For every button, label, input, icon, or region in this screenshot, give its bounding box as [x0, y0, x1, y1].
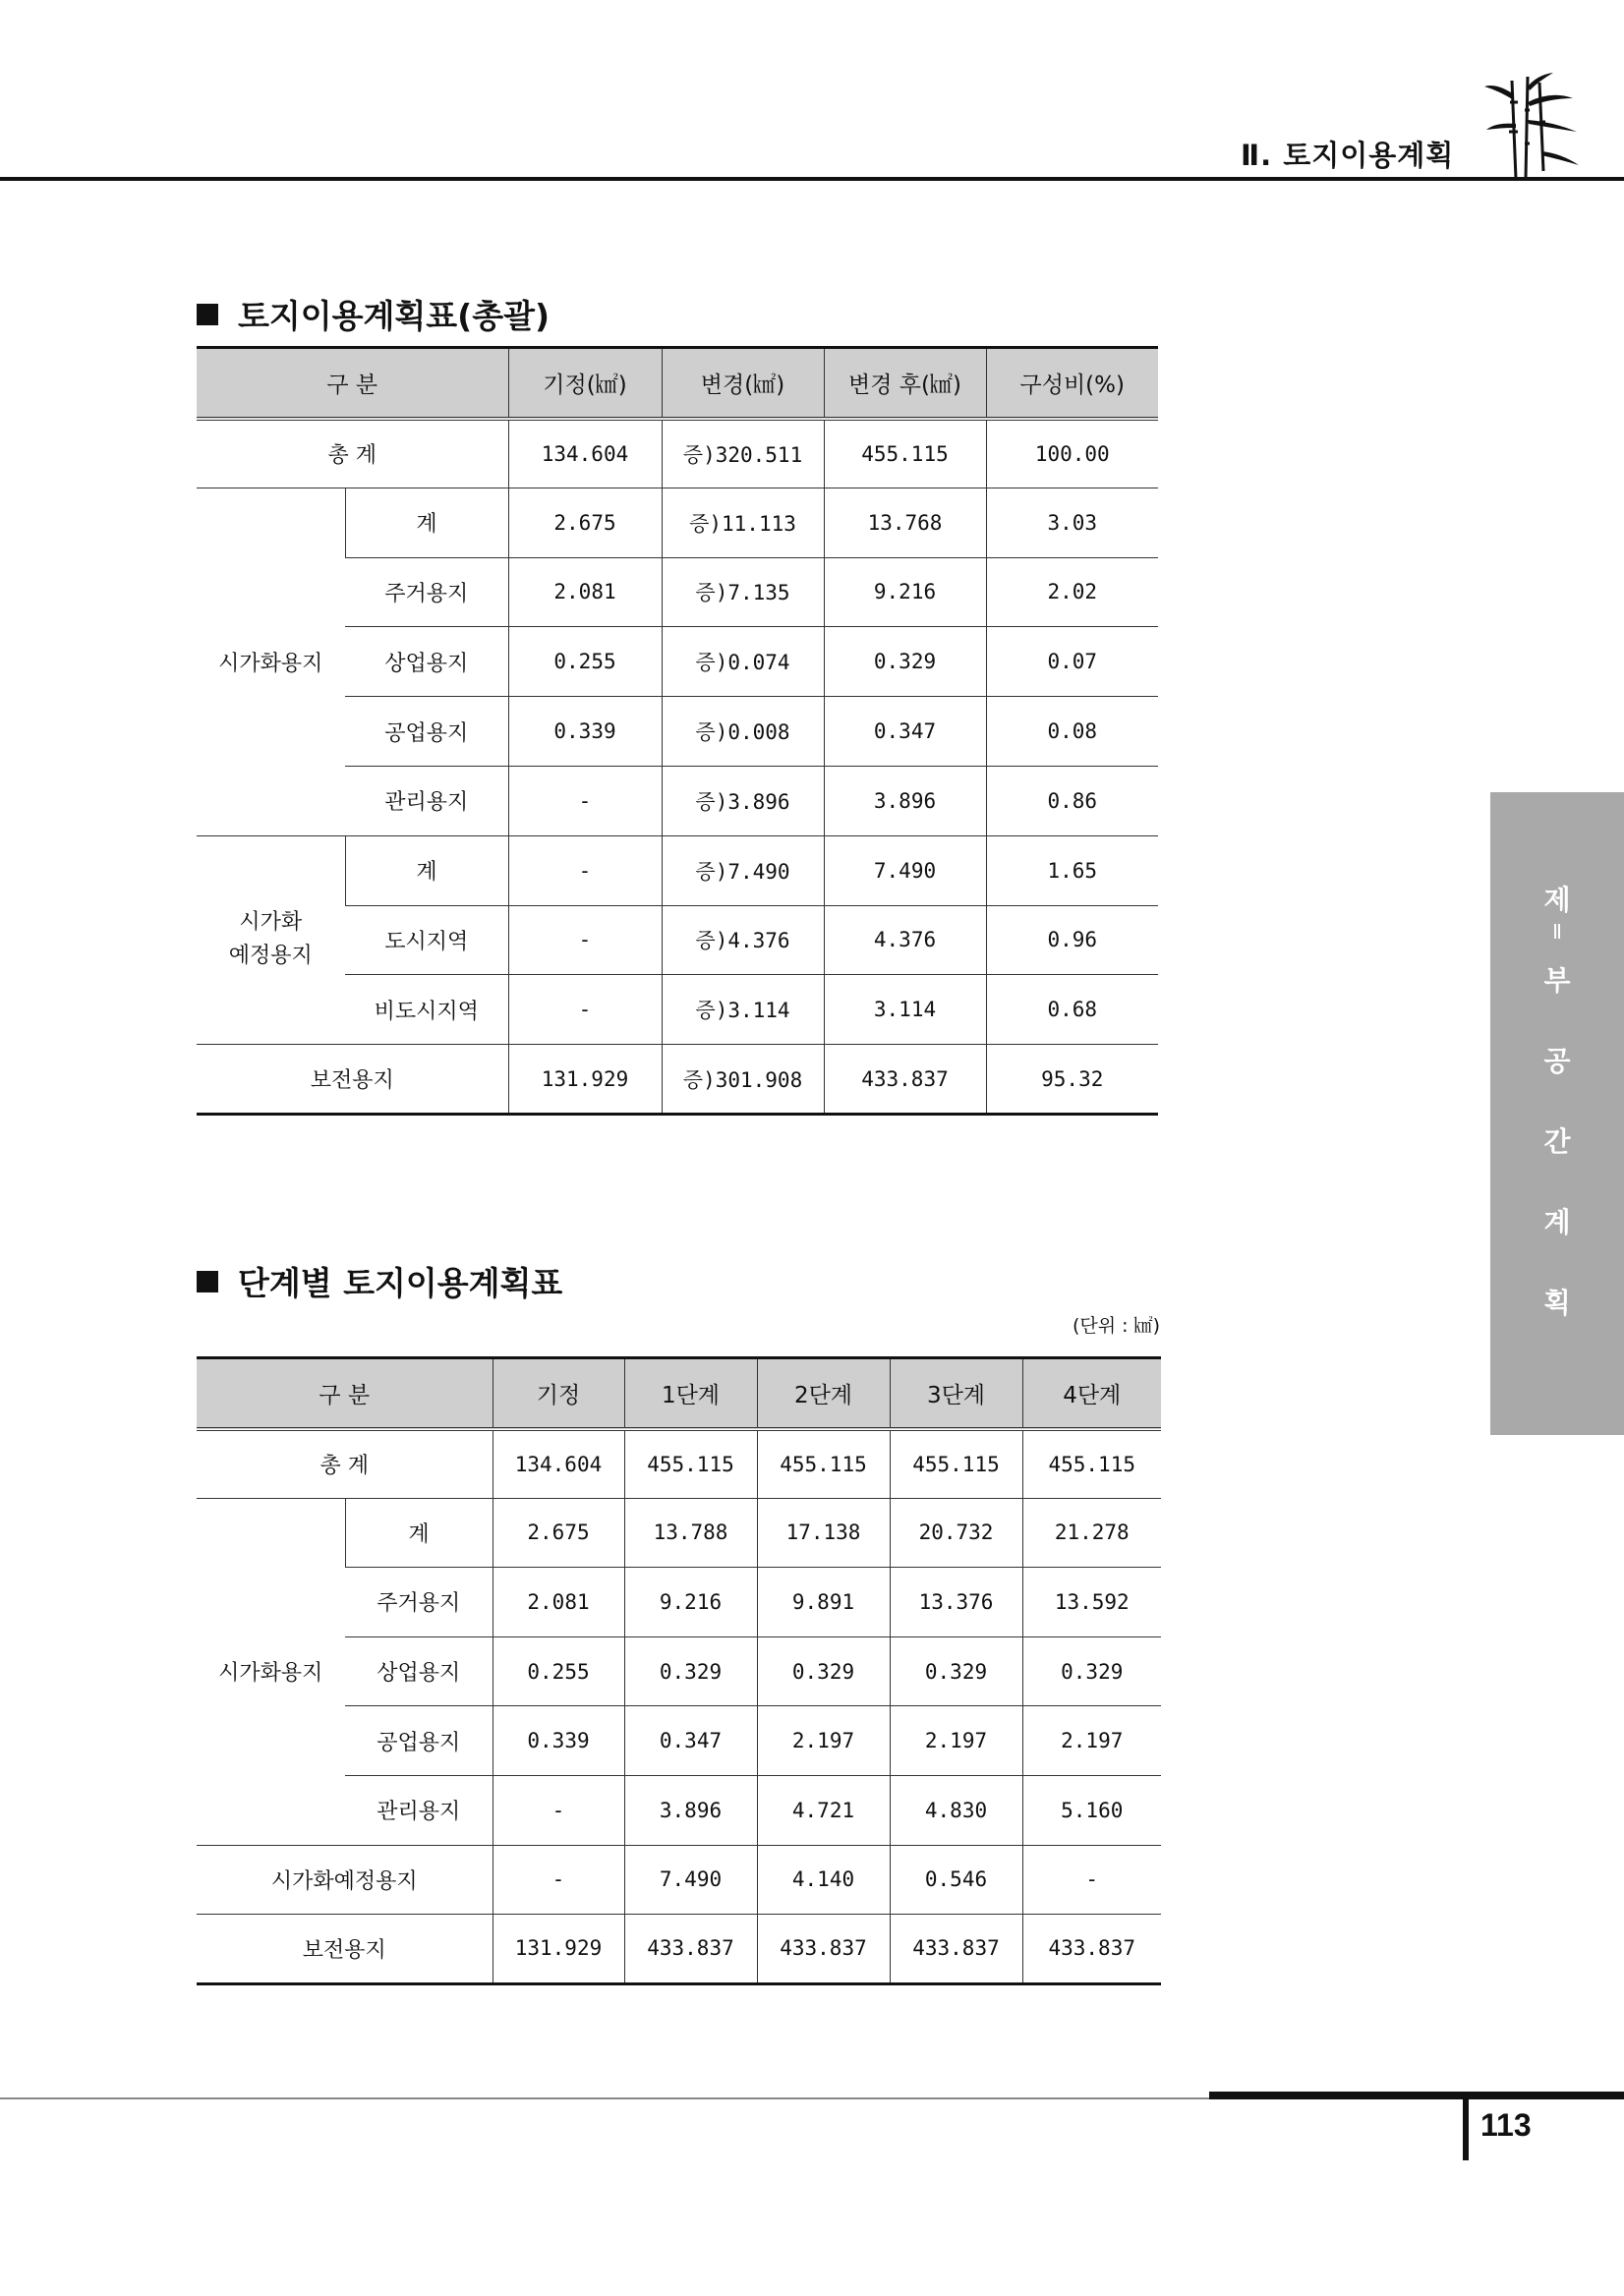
side-tab-char: 간 — [1543, 1125, 1571, 1158]
column-header: 구 분 — [197, 348, 508, 419]
side-tab-char: 공 — [1543, 1045, 1571, 1077]
side-tab-char: 제 — [1543, 884, 1571, 916]
side-tab-char: 계 — [1543, 1206, 1571, 1238]
row-label: 보전용지 — [197, 1915, 493, 1984]
row-label: 비도시지역 — [345, 975, 508, 1045]
group-label-line: 시가화 — [239, 910, 303, 936]
cell-value: 5.160 — [1022, 1775, 1161, 1845]
table-row — [197, 419, 1158, 488]
cell-value: 0.347 — [624, 1706, 757, 1776]
table-row — [197, 1498, 1161, 1568]
cell-value: 0.329 — [824, 627, 986, 697]
column-header: 2단계 — [757, 1358, 890, 1429]
cell-value: - — [493, 1775, 624, 1845]
cell-value: 7.490 — [624, 1845, 757, 1915]
cell-value: 13.768 — [824, 488, 986, 557]
group-label — [197, 835, 345, 1044]
cell-value: 증)4.376 — [662, 905, 824, 975]
cell-value: 2.197 — [757, 1706, 890, 1776]
table-header-row — [197, 348, 1158, 419]
cell-value: 20.732 — [890, 1498, 1022, 1568]
cell-value: 455.115 — [624, 1429, 757, 1499]
footer-rule-thick — [1209, 2092, 1624, 2099]
row-label: 주거용지 — [345, 1568, 493, 1637]
cell-value: 증)301.908 — [662, 1045, 824, 1115]
cell-value: 0.68 — [986, 975, 1158, 1045]
row-label: 계 — [345, 1498, 493, 1568]
cell-value: 0.329 — [890, 1636, 1022, 1706]
cell-value: - — [493, 1845, 624, 1915]
cell-value: 3.114 — [824, 975, 986, 1045]
cell-value: 증)7.135 — [662, 557, 824, 627]
footer-divider — [1463, 2099, 1469, 2160]
cell-value: 증)7.490 — [662, 835, 824, 905]
cell-value: 4.140 — [757, 1845, 890, 1915]
column-header: 기정 — [493, 1358, 624, 1429]
section-title-text: 토지이용계획표(총괄) — [238, 297, 551, 335]
table-row — [197, 1429, 1161, 1499]
cell-value: 0.255 — [508, 627, 662, 697]
cell-value: 455.115 — [757, 1429, 890, 1499]
row-label: 시가화예정용지 — [197, 1845, 493, 1915]
bullet-square-icon — [197, 1271, 218, 1292]
cell-value: - — [508, 835, 662, 905]
cell-value: 증)11.113 — [662, 488, 824, 557]
cell-value: 증)0.008 — [662, 697, 824, 767]
cell-value: 0.339 — [493, 1706, 624, 1776]
cell-value: 3.896 — [824, 766, 986, 835]
cell-value: 0.339 — [508, 697, 662, 767]
cell-value: 13.376 — [890, 1568, 1022, 1637]
cell-value: 증)320.511 — [662, 419, 824, 488]
cell-value: 증)3.114 — [662, 975, 824, 1045]
cell-value: - — [508, 905, 662, 975]
table-row — [197, 488, 1158, 557]
stage-land-use-table — [197, 1356, 1161, 1985]
cell-value: 433.837 — [890, 1915, 1022, 1984]
column-header: 3단계 — [890, 1358, 1022, 1429]
group-label: 시가화용지 — [197, 488, 345, 835]
cell-value: 21.278 — [1022, 1498, 1161, 1568]
group-label: 시가화용지 — [197, 1498, 345, 1845]
header-rule — [0, 177, 1624, 181]
row-label: 주거용지 — [345, 557, 508, 627]
cell-value: 3.896 — [624, 1775, 757, 1845]
section-title-text: 단계별 토지이용계획표 — [238, 1264, 563, 1302]
cell-value: 0.08 — [986, 697, 1158, 767]
cell-value: 2.02 — [986, 557, 1158, 627]
side-tab-char: 획 — [1543, 1287, 1571, 1319]
column-header: 구 분 — [197, 1358, 493, 1429]
cell-value: 7.490 — [824, 835, 986, 905]
row-label: 공업용지 — [345, 1706, 493, 1776]
cell-value: 131.929 — [508, 1045, 662, 1115]
chapter-title: Ⅱ. 토지이용계획 — [1241, 139, 1455, 172]
cell-value: 134.604 — [493, 1429, 624, 1499]
table-row — [197, 835, 1158, 905]
cell-value: 455.115 — [1022, 1429, 1161, 1499]
cell-value: 2.197 — [1022, 1706, 1161, 1776]
cell-value: 9.891 — [757, 1568, 890, 1637]
cell-value: 433.837 — [624, 1915, 757, 1984]
cell-value: 0.546 — [890, 1845, 1022, 1915]
side-tab-char: 부 — [1543, 964, 1571, 997]
cell-value: 4.721 — [757, 1775, 890, 1845]
cell-value: 17.138 — [757, 1498, 890, 1568]
row-label: 총 계 — [197, 419, 508, 488]
cell-value: 100.00 — [986, 419, 1158, 488]
section-title-stage — [197, 1258, 562, 1304]
cell-value: 4.376 — [824, 905, 986, 975]
cell-value: 13.592 — [1022, 1568, 1161, 1637]
footer-rule — [0, 2097, 1209, 2099]
cell-value: 9.216 — [824, 557, 986, 627]
row-label: 계 — [345, 488, 508, 557]
row-label: 상업용지 — [345, 627, 508, 697]
land-use-summary-table — [197, 346, 1158, 1116]
cell-value: - — [1022, 1845, 1161, 1915]
cell-value: - — [508, 766, 662, 835]
unit-note: (단위 : ㎢) — [1072, 1315, 1160, 1337]
cell-value: 433.837 — [757, 1915, 890, 1984]
page-number: 113 — [1480, 2107, 1532, 2143]
cell-value: 0.329 — [1022, 1636, 1161, 1706]
table-row — [197, 1045, 1158, 1115]
cell-value: 2.081 — [508, 557, 662, 627]
bullet-square-icon — [197, 304, 218, 325]
row-label: 상업용지 — [345, 1636, 493, 1706]
chapter-side-tab — [1490, 792, 1624, 1435]
cell-value: 1.65 — [986, 835, 1158, 905]
cell-value: 95.32 — [986, 1045, 1158, 1115]
cell-value: 증)3.896 — [662, 766, 824, 835]
cell-value: 0.329 — [757, 1636, 890, 1706]
cell-value: 433.837 — [1022, 1915, 1161, 1984]
cell-value: 9.216 — [624, 1568, 757, 1637]
row-label: 공업용지 — [345, 697, 508, 767]
row-label: 총 계 — [197, 1429, 493, 1499]
cell-value: 2.675 — [508, 488, 662, 557]
row-label: 계 — [345, 835, 508, 905]
column-header: 기정(㎢) — [508, 348, 662, 419]
cell-value: 2.197 — [890, 1706, 1022, 1776]
table-header-row — [197, 1358, 1161, 1429]
cell-value: 131.929 — [493, 1915, 624, 1984]
cell-value: 433.837 — [824, 1045, 986, 1115]
row-label: 관리용지 — [345, 1775, 493, 1845]
table-row — [197, 1845, 1161, 1915]
cell-value: 2.081 — [493, 1568, 624, 1637]
cell-value: 0.86 — [986, 766, 1158, 835]
cell-value: 13.788 — [624, 1498, 757, 1568]
cell-value: 134.604 — [508, 419, 662, 488]
cell-value: 2.675 — [493, 1498, 624, 1568]
column-header: 구성비(%) — [986, 348, 1158, 419]
bamboo-icon — [1482, 73, 1581, 181]
section-title-summary — [197, 291, 550, 337]
column-header: 변경 후(㎢) — [824, 348, 986, 419]
row-label: 보전용지 — [197, 1045, 508, 1115]
cell-value: 0.347 — [824, 697, 986, 767]
cell-value: - — [508, 975, 662, 1045]
cell-value: 0.255 — [493, 1636, 624, 1706]
cell-value: 0.07 — [986, 627, 1158, 697]
column-header: 변경(㎢) — [662, 348, 824, 419]
row-label: 도시지역 — [345, 905, 508, 975]
cell-value: 455.115 — [890, 1429, 1022, 1499]
cell-value: 455.115 — [824, 419, 986, 488]
group-label-line: 예정용지 — [228, 944, 313, 969]
table-row — [197, 1915, 1161, 1984]
cell-value: 3.03 — [986, 488, 1158, 557]
column-header: 1단계 — [624, 1358, 757, 1429]
cell-value: 증)0.074 — [662, 627, 824, 697]
cell-value: 0.329 — [624, 1636, 757, 1706]
row-label: 관리용지 — [345, 766, 508, 835]
column-header: 4단계 — [1022, 1358, 1161, 1429]
cell-value: 4.830 — [890, 1775, 1022, 1845]
cell-value: 0.96 — [986, 905, 1158, 975]
side-tab-char: Ⅱ — [1552, 920, 1562, 944]
